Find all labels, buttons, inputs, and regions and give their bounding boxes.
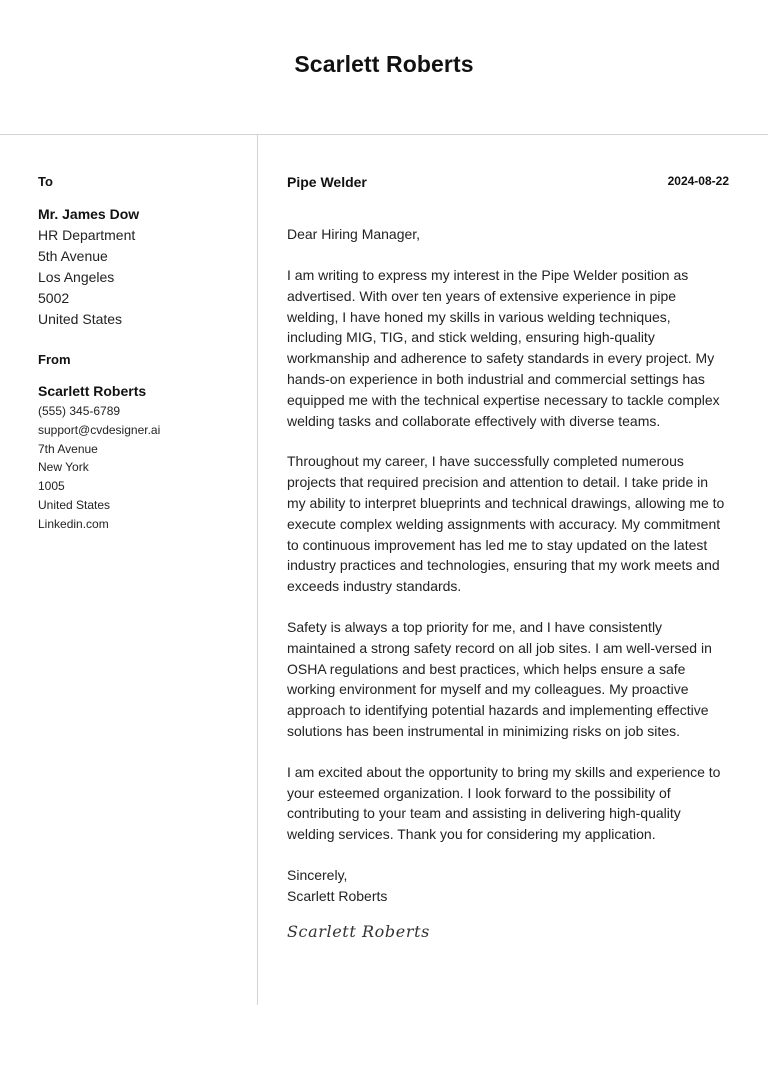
recipient-address-line: Los Angeles — [38, 269, 115, 285]
letter-topline — [287, 174, 729, 192]
recipient-address-line: 5002 — [38, 290, 70, 306]
sender-email: support@cvdesigner.ai — [38, 422, 161, 437]
recipient-label: To — [38, 174, 53, 189]
sender-address-line: 1005 — [38, 479, 65, 494]
column-divider — [257, 135, 258, 1005]
letter-header — [0, 0, 768, 135]
closing: Sincerely, — [287, 866, 348, 883]
recipient-name: Mr. James Dow — [38, 206, 140, 222]
recipient-address-line: United States — [38, 311, 123, 327]
letter-body — [287, 174, 729, 943]
body-paragraph: I am writing to express my interest in the Pipe Welder position as advertised. With over ten years of extensive experience in pipe welding, I have honed my skills in various welding techniques, including MIG, TIG, and stick welding, ensuring high-quality workmanship and adherence to safety standards in every project. My hands-on experience in both industrial and commercial settings has equipped me with the technical expertise necessary to tackle complex welding tasks and collaborate effectively with diverse teams. — [287, 267, 720, 429]
sidebar — [38, 174, 248, 534]
letter-date: 2024-08-22 — [667, 174, 729, 188]
page-title: Scarlett Roberts — [294, 51, 474, 77]
signature: Scarlett Roberts — [287, 921, 430, 941]
body-paragraph: I am excited about the opportunity to bring my skills and experience to your esteemed organization. I look forward to the possibility of contributing to your team and assisting in delivering high-quality welding services. Thank you for considering my application. — [287, 763, 721, 843]
recipient-address-line: 5th Avenue — [38, 248, 108, 264]
position-title: Pipe Welder — [287, 174, 367, 190]
signer-name: Scarlett Roberts — [287, 887, 388, 904]
sender-address-line: New York — [38, 460, 89, 475]
salutation: Dear Hiring Manager, — [287, 226, 421, 242]
sender-linkedin: Linkedin.com — [38, 516, 109, 531]
recipient-address-line: HR Department — [38, 227, 136, 243]
sender-label: From — [38, 352, 71, 367]
sender-address-line: United States — [38, 497, 111, 512]
sender-address-line: 7th Avenue — [38, 441, 98, 456]
sender-phone: (555) 345-6789 — [38, 404, 121, 418]
sender-name: Scarlett Roberts — [38, 383, 147, 399]
body-paragraph: Safety is always a top priority for me, and I have consistently maintained a strong safety record on all job sites. I am well-versed in OSHA regulations and best practices, which helps ensure a safe working environment for myself and my colleagues. My proactive approach to identifying potential hazards and implementing effective solutions has been instrumental in minimizing risks on job sites. — [287, 618, 712, 739]
body-paragraph: Throughout my career, I have successfully completed numerous projects that required precision and attention to detail. I take pride in my ability to interpret blueprints and technical drawings, allowing me to execute complex welding assignments with accuracy. My commitment to continuous improvement has led me to stay updated on the latest industry practices and technologies, ensuring that my work meets and exceeds industry standards. — [287, 453, 725, 595]
